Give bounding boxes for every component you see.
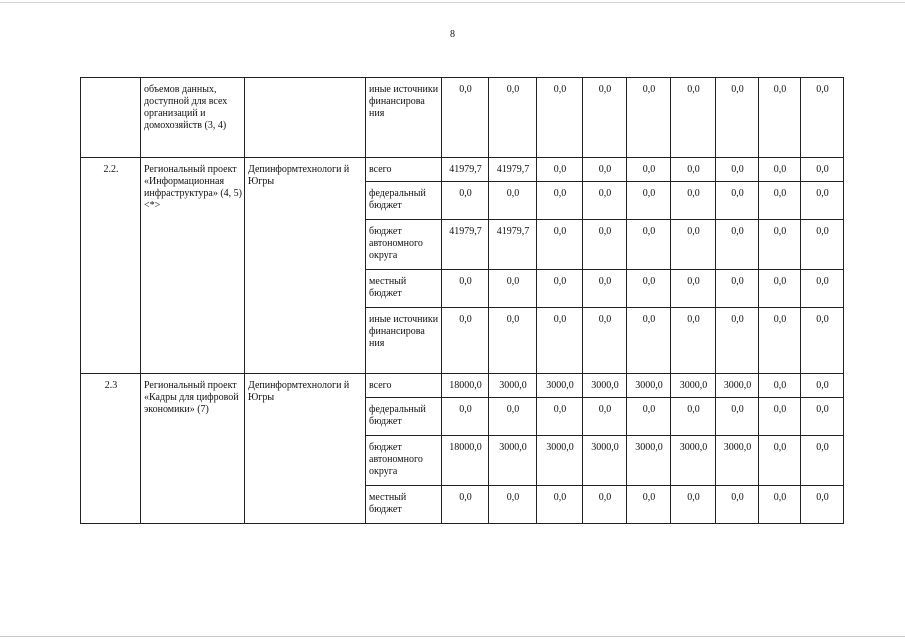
funding-source-cell: местный бюджет xyxy=(366,270,442,308)
table-row xyxy=(81,374,844,398)
value-cell: 0,0 xyxy=(442,78,489,158)
value-cell: 0,0 xyxy=(627,182,671,220)
value-cell: 0,0 xyxy=(583,158,627,182)
value-cell: 0,0 xyxy=(583,270,627,308)
scan-edge-top xyxy=(0,2,905,3)
value-cell: 0,0 xyxy=(583,220,627,270)
value-cell: 0,0 xyxy=(583,308,627,374)
value-cell: 0,0 xyxy=(759,182,801,220)
value-cell: 0,0 xyxy=(537,182,583,220)
funding-source-cell: федеральный бюджет xyxy=(366,182,442,220)
value-cell: 0,0 xyxy=(442,270,489,308)
value-cell: 0,0 xyxy=(583,182,627,220)
funding-source-cell: местный бюджет xyxy=(366,486,442,524)
value-cell: 0,0 xyxy=(627,78,671,158)
value-cell: 0,0 xyxy=(759,78,801,158)
value-cell: 0,0 xyxy=(537,486,583,524)
value-cell: 41979,7 xyxy=(489,158,537,182)
value-cell: 3000,0 xyxy=(489,374,537,398)
value-cell: 0,0 xyxy=(671,486,716,524)
value-cell: 0,0 xyxy=(759,270,801,308)
funding-source-cell: бюджет автономного округа xyxy=(366,220,442,270)
value-cell: 0,0 xyxy=(489,398,537,436)
funding-source-cell: всего xyxy=(366,158,442,182)
funding-source-cell: иные источники финансирова ния xyxy=(366,308,442,374)
value-cell: 18000,0 xyxy=(442,436,489,486)
value-cell: 3000,0 xyxy=(671,374,716,398)
row-index-cell xyxy=(81,78,141,158)
value-cell: 0,0 xyxy=(759,486,801,524)
value-cell: 0,0 xyxy=(716,486,759,524)
row-index-cell: 2.3 xyxy=(81,374,141,524)
value-cell: 0,0 xyxy=(716,220,759,270)
value-cell: 0,0 xyxy=(801,270,844,308)
value-cell: 0,0 xyxy=(671,270,716,308)
value-cell: 0,0 xyxy=(759,308,801,374)
value-cell: 0,0 xyxy=(671,78,716,158)
value-cell: 41979,7 xyxy=(489,220,537,270)
funding-source-cell: бюджет автономного округа xyxy=(366,436,442,486)
value-cell: 0,0 xyxy=(671,158,716,182)
row-index-cell: 2.2. xyxy=(81,158,141,374)
project-name-cell: Региональный проект «Информационная инфраструктура» (4, 5) <*> xyxy=(141,158,245,374)
value-cell: 0,0 xyxy=(759,398,801,436)
value-cell: 3000,0 xyxy=(671,436,716,486)
page-number: 8 xyxy=(450,29,455,40)
value-cell: 3000,0 xyxy=(537,436,583,486)
project-name-cell: Региональный проект «Кадры для цифровой экономики» (7) xyxy=(141,374,245,524)
budget-table xyxy=(80,77,844,524)
value-cell: 0,0 xyxy=(671,220,716,270)
value-cell: 0,0 xyxy=(489,308,537,374)
value-cell: 0,0 xyxy=(716,398,759,436)
value-cell: 0,0 xyxy=(627,398,671,436)
value-cell: 3000,0 xyxy=(489,436,537,486)
value-cell: 0,0 xyxy=(627,220,671,270)
value-cell: 0,0 xyxy=(583,486,627,524)
value-cell: 0,0 xyxy=(537,158,583,182)
value-cell: 41979,7 xyxy=(442,158,489,182)
value-cell: 0,0 xyxy=(537,270,583,308)
value-cell: 0,0 xyxy=(489,78,537,158)
value-cell: 0,0 xyxy=(537,78,583,158)
funding-source-cell: федеральный бюджет xyxy=(366,398,442,436)
value-cell: 0,0 xyxy=(537,398,583,436)
value-cell: 0,0 xyxy=(801,486,844,524)
scan-edge-bottom xyxy=(0,636,905,637)
value-cell: 0,0 xyxy=(442,308,489,374)
value-cell: 0,0 xyxy=(759,220,801,270)
value-cell: 3000,0 xyxy=(627,374,671,398)
value-cell: 0,0 xyxy=(801,182,844,220)
value-cell: 41979,7 xyxy=(442,220,489,270)
value-cell: 0,0 xyxy=(801,220,844,270)
value-cell: 0,0 xyxy=(489,270,537,308)
value-cell: 0,0 xyxy=(801,158,844,182)
value-cell: 0,0 xyxy=(583,398,627,436)
value-cell: 0,0 xyxy=(442,398,489,436)
value-cell: 0,0 xyxy=(671,398,716,436)
value-cell: 0,0 xyxy=(671,182,716,220)
executor-cell: Депинформтехнологи й Югры xyxy=(245,158,366,374)
value-cell: 3000,0 xyxy=(627,436,671,486)
value-cell: 0,0 xyxy=(759,158,801,182)
value-cell: 0,0 xyxy=(442,486,489,524)
funding-source-cell: иные источники финансирова ния xyxy=(366,78,442,158)
value-cell: 0,0 xyxy=(716,182,759,220)
value-cell: 0,0 xyxy=(716,308,759,374)
value-cell: 0,0 xyxy=(627,158,671,182)
value-cell: 3000,0 xyxy=(583,374,627,398)
value-cell: 0,0 xyxy=(759,436,801,486)
value-cell: 0,0 xyxy=(627,486,671,524)
funding-source-cell: всего xyxy=(366,374,442,398)
value-cell: 0,0 xyxy=(801,308,844,374)
value-cell: 0,0 xyxy=(716,78,759,158)
value-cell: 0,0 xyxy=(716,158,759,182)
value-cell: 0,0 xyxy=(583,78,627,158)
value-cell: 0,0 xyxy=(801,398,844,436)
table-row xyxy=(81,78,844,158)
value-cell: 0,0 xyxy=(489,182,537,220)
value-cell: 0,0 xyxy=(627,308,671,374)
value-cell: 0,0 xyxy=(537,308,583,374)
value-cell: 3000,0 xyxy=(716,436,759,486)
executor-cell: Депинформтехнологи й Югры xyxy=(245,374,366,524)
value-cell: 3000,0 xyxy=(716,374,759,398)
value-cell: 0,0 xyxy=(801,78,844,158)
value-cell: 3000,0 xyxy=(537,374,583,398)
executor-cell xyxy=(245,78,366,158)
project-name-cell: объемов данных, доступной для всех организаций и домохозяйств (3, 4) xyxy=(141,78,245,158)
value-cell: 18000,0 xyxy=(442,374,489,398)
value-cell: 0,0 xyxy=(801,374,844,398)
value-cell: 0,0 xyxy=(627,270,671,308)
value-cell: 3000,0 xyxy=(583,436,627,486)
value-cell: 0,0 xyxy=(489,486,537,524)
value-cell: 0,0 xyxy=(759,374,801,398)
value-cell: 0,0 xyxy=(671,308,716,374)
value-cell: 0,0 xyxy=(716,270,759,308)
value-cell: 0,0 xyxy=(801,436,844,486)
value-cell: 0,0 xyxy=(537,220,583,270)
value-cell: 0,0 xyxy=(442,182,489,220)
table-row xyxy=(81,158,844,182)
